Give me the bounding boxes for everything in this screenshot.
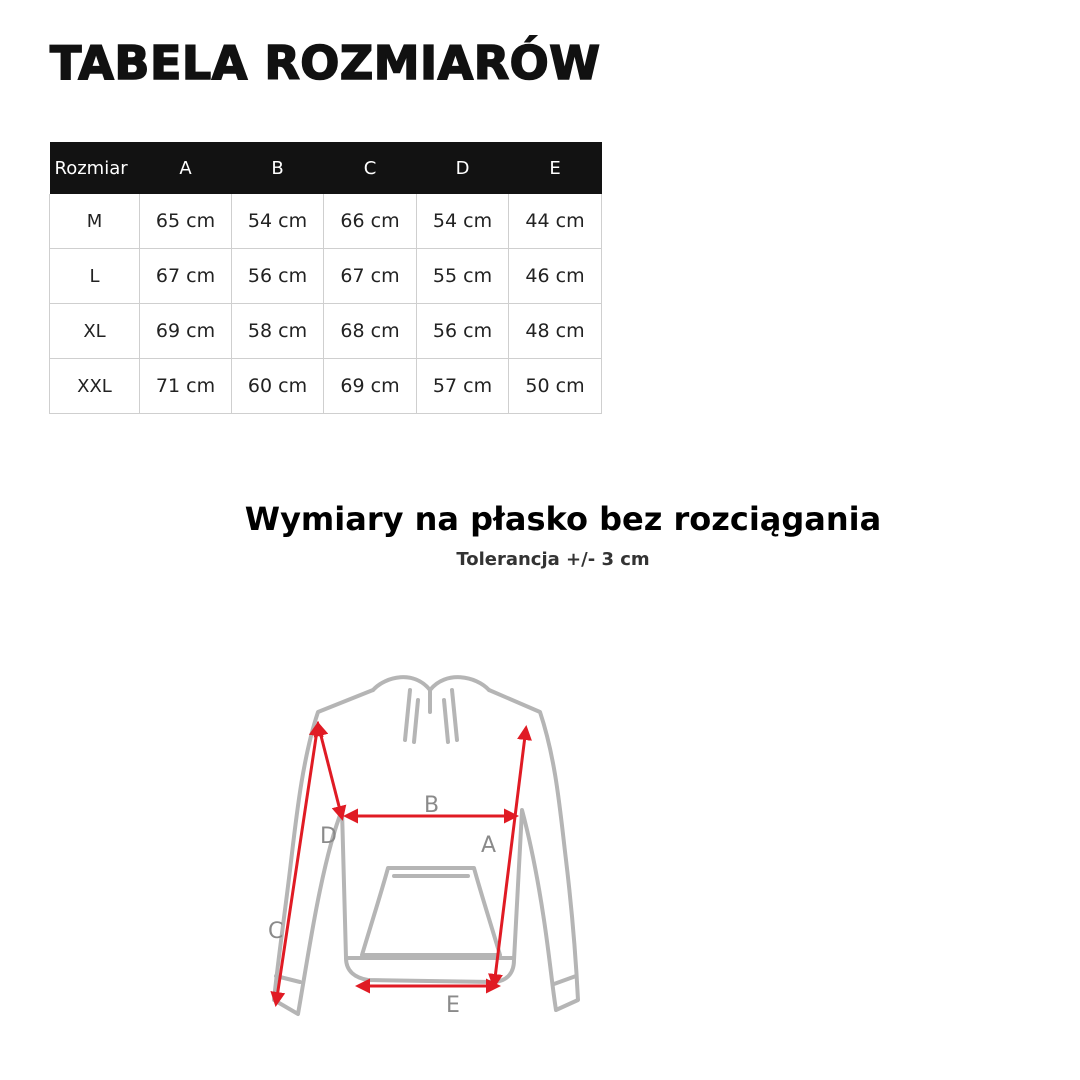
table-cell: 54 cm bbox=[232, 194, 324, 249]
header-d: D bbox=[417, 142, 509, 194]
drawstring-right bbox=[444, 700, 448, 742]
table-cell: 57 cm bbox=[417, 359, 509, 414]
tolerance-note: Tolerancja +/- 3 cm bbox=[456, 549, 650, 570]
label-a: A bbox=[481, 833, 497, 858]
drawstring-left bbox=[414, 700, 418, 742]
right-cuff bbox=[554, 976, 576, 984]
header-a: A bbox=[140, 142, 232, 194]
table-cell: 69 cm bbox=[324, 359, 417, 414]
table-cell: 54 cm bbox=[417, 194, 509, 249]
size-cell: L bbox=[50, 249, 140, 304]
table-cell: 60 cm bbox=[232, 359, 324, 414]
arrow-c-sleeve bbox=[276, 724, 318, 1004]
table-cell: 48 cm bbox=[509, 304, 602, 359]
size-cell: M bbox=[50, 194, 140, 249]
header-e: E bbox=[509, 142, 602, 194]
body-outline bbox=[274, 690, 578, 1014]
table-cell: 46 cm bbox=[509, 249, 602, 304]
hood-shape bbox=[373, 677, 489, 690]
table-cell: 69 cm bbox=[140, 304, 232, 359]
arrow-d-armpit bbox=[318, 724, 342, 818]
size-cell: XXL bbox=[50, 359, 140, 414]
table-cell: 67 cm bbox=[324, 249, 417, 304]
size-cell: XL bbox=[50, 304, 140, 359]
table-cell: 67 cm bbox=[140, 249, 232, 304]
table-cell: 66 cm bbox=[324, 194, 417, 249]
table-cell: 68 cm bbox=[324, 304, 417, 359]
header-b: B bbox=[232, 142, 324, 194]
kangaroo-pocket bbox=[362, 868, 500, 955]
table-cell: 55 cm bbox=[417, 249, 509, 304]
table-cell: 56 cm bbox=[232, 249, 324, 304]
table-cell: 65 cm bbox=[140, 194, 232, 249]
label-c: C bbox=[268, 919, 284, 944]
table-cell: 58 cm bbox=[232, 304, 324, 359]
measurement-caption: Wymiary na płasko bez rozciągania bbox=[244, 500, 882, 538]
table-cell: 56 cm bbox=[417, 304, 509, 359]
measurement-arrows bbox=[276, 724, 526, 1004]
table-cell: 50 cm bbox=[509, 359, 602, 414]
label-d: D bbox=[320, 824, 337, 849]
table-cell: 44 cm bbox=[509, 194, 602, 249]
label-e: E bbox=[446, 993, 460, 1018]
table-cell: 71 cm bbox=[140, 359, 232, 414]
hood-opening bbox=[405, 690, 457, 740]
label-b: B bbox=[424, 793, 440, 818]
header-c: C bbox=[324, 142, 417, 194]
header-size: Rozmiar bbox=[50, 142, 140, 194]
page-title: TABELA ROZMIARÓW bbox=[50, 36, 601, 90]
